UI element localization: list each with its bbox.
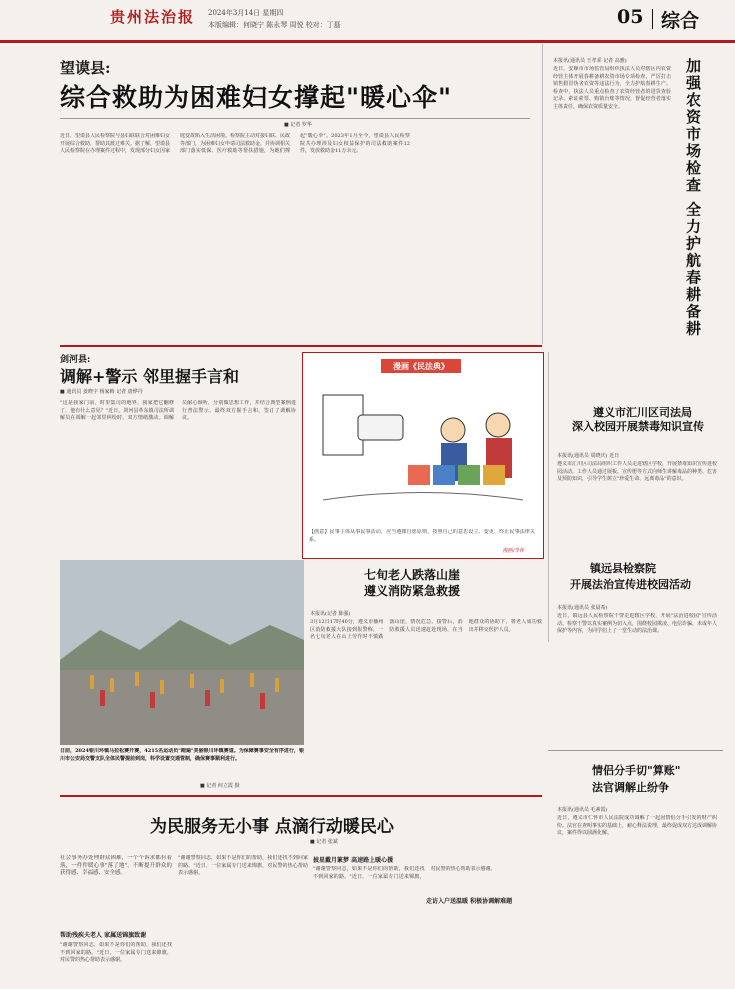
story6-headline-line2: 开展法治宣传进校园活动 <box>570 578 691 591</box>
story7-headline-line1: 情侣分手切"算账" <box>592 764 681 777</box>
story1-body: 近日，望谟县人民检察院与县妇联联合对困难妇女开展综合救助，帮助其渡过难关。据了解，望谟县人民检察院在办理案件过程中，发现部分妇女因家庭变故陷入生活困境。检察院主动对接妇联、民政等部门，为困难妇女申请司法救助金，并协调相关部门落实低保、医疗救助等帮扶措施，为她们撑起"暖心伞"。2023年1月至今，望谟县人民检察院共办理涉及妇女权益保护的司法救助案件12件，发放救助金11万余元。 <box>60 133 410 154</box>
photo-credit: ■ 记者 何立霞 摄 <box>200 783 240 789</box>
story7-byline: 本报讯(通讯员 毛素霞) <box>557 807 608 813</box>
comic-banner: 漫画《民法典》 <box>381 359 461 373</box>
comic-caption: 【画意】民事主体从事民事活动，应当遵循自愿原则，按照自己的意思设立、变更、终止民事法律关系。 <box>309 529 535 543</box>
newspaper-title: 贵州法治报 <box>110 8 196 26</box>
story3-headline: 调解+警示 邻里握手言和 <box>60 367 239 386</box>
divider <box>548 750 723 751</box>
photo-caption: 日前，2024银川环镇马拉松赛开赛，4215名运动员"跑遍"美丽银川环镇赛道。为保障赛事安全有序进行，银川市公安局交警支队全体民警提前到岗，科学设置交通管制，确保赛事顺利进行。 <box>60 748 304 762</box>
story3-body: "这是我家门前，时里集司的地界，我家把它翻修了，他有什么意见？"近日，剑河县革东镇司法所调解员在调解一起邻里纠纷时，双方情绪激动。调解员耐心倾听，分别做思想工作，并结合典型案例进行普法警示，最终双方握手言和，签订了调解协议。 <box>60 400 296 421</box>
story2-byline: 本报讯(通讯员 王孝乖 记者 高雅) <box>553 58 627 64</box>
story1-headline: 综合救助为困难妇女撑起"暖心伞" <box>60 83 453 112</box>
story3-byline: ■ 通讯员 姜晓宇 杨家梅 记者 唐烨丹 <box>60 389 143 395</box>
story8-subhead-1: 帮助残疾夫老人 家属送锦旗致谢 <box>60 932 147 939</box>
comic-panel <box>302 352 544 559</box>
story7-headline-line2: 法官调解止纷争 <box>592 781 669 794</box>
story4-headline-line2: 深入校园开展禁毒知识宣传 <box>572 420 704 433</box>
date-line: 2024年3月14日 星期四 <box>208 9 284 17</box>
story3-kicker: 剑河县: <box>60 355 91 365</box>
story6-headline-line1: 镇远县检察院 <box>590 562 656 575</box>
marathon-photo <box>60 560 304 745</box>
story1-byline: ■ 记者 罗华 <box>284 122 312 128</box>
story5-headline-line2: 遵义消防紧急救援 <box>364 584 461 598</box>
story8-headline: 为民服务无小事 点滴行动暖民心 <box>150 817 394 837</box>
masthead-bar <box>0 0 735 43</box>
story6-body: 近日，镇远县人民检察院干警走进辖区学校，开展"法治进校园"宣传活动。检察干警以真实案例为切入点，围绕校园欺凌、电信诈骗、未成年人保护等内容，为同学们上了一堂生动的法治课。 <box>557 613 717 634</box>
story7-body: 近日，遵义市仁怀市人民法院成功调解了一起因情侣分手引发的财产纠纷。法官在查明事实的基础上，耐心释法说理，最终促成双方达成调解协议，案件得以圆满化解。 <box>557 815 717 836</box>
story8-subhead-2: 披星戴月篆梦 高速路上暖心援 <box>313 857 394 864</box>
story5-body: 3月12日17时40分，遵义市播州区消防救援大队接到报警称，一名七旬老人在山上劳作时不慎跌落山崖，情况危急。接警后，消防救援人员迅速赶赴现场，在当地群众的协助下，将老人成功救出并移交医护人员。 <box>310 619 542 640</box>
page-number: 05 <box>617 6 644 28</box>
story8-byline: ■ 记者 张斌 <box>310 839 338 845</box>
story1-kicker: 望谟县: <box>60 59 111 77</box>
story4-body: 遵义市汇川区司法局组织工作人员走进辖区学校，开展禁毒知识宣传进校园活动。工作人员通过展板、宣传册等方式向师生讲解毒品的种类、危害及预防知识，引导学生树立"珍爱生命、远离毒品"的意识。 <box>557 461 717 482</box>
story8-body-3: "谢谢警察同志，如果不是你们的帮助，我们还找不到回家的路。"近日，一位家属专门送来锦旗，对民警的热心帮助表示感谢。 <box>313 866 496 880</box>
story4-byline: 本报讯(通讯员 周晓庆) 近日 <box>557 453 620 459</box>
story4-headline-line1: 遵义市汇川区司法局 <box>593 406 692 419</box>
story8-body-1: "谢谢警察同志，如果不是你们的帮助，我们还找不到回家的路。"近日，一位家属专门送来锦旗，对民警的热心帮助表示感谢。 <box>60 942 172 963</box>
story2-vertical-headline: 加强农资市场检查 全力护航春耕备耕 <box>684 58 702 338</box>
story8-body-2: "谢谢警察同志，如果不是你们的帮助，我们还找不到回家的路。"近日，一位家属专门送来锦旗，对民警的热心帮助表示感谢。 <box>178 855 308 876</box>
story5-byline: 本报讯(记者 陈强) <box>310 611 351 617</box>
divider <box>542 44 543 344</box>
divider <box>60 118 530 119</box>
story8-quote: 社会事务办处理群众困难，一个个诉求都有着落，一件件暖心事"落了地"，不断提升群众的获得感、幸福感、安全感。 <box>60 855 172 876</box>
divider <box>548 352 549 642</box>
divider <box>652 9 653 29</box>
divider <box>60 345 542 347</box>
story6-byline: 本报讯(通讯员 张晨希) <box>557 605 608 611</box>
section-name: 综合 <box>661 10 700 32</box>
story8-subhead-3: 走访入户送温暖 积极协调解难题 <box>426 898 513 905</box>
comic-illustration <box>303 375 543 525</box>
story5-headline-line1: 七旬老人跌落山崖 <box>364 568 461 582</box>
divider <box>60 795 542 797</box>
comic-credit: 漫画/李萍 <box>503 548 525 554</box>
editor-line: 本版编辑：何晓宁 陈永琴 周悦 校对：丁磊 <box>208 21 341 29</box>
story2-body: 近日，安顺市市场监管局组织执法人员对辖区内农资经营主体开展春耕备耕农资市场专项检查，严厉打击销售假冒伪劣农资等违法行为，全力护航春耕生产。检查中，执法人员重点检查了农资经营者的进货查验记录、索证索票、购销台账等情况，督促经营者落实主体责任，确保农资质量安全。 <box>553 66 671 110</box>
